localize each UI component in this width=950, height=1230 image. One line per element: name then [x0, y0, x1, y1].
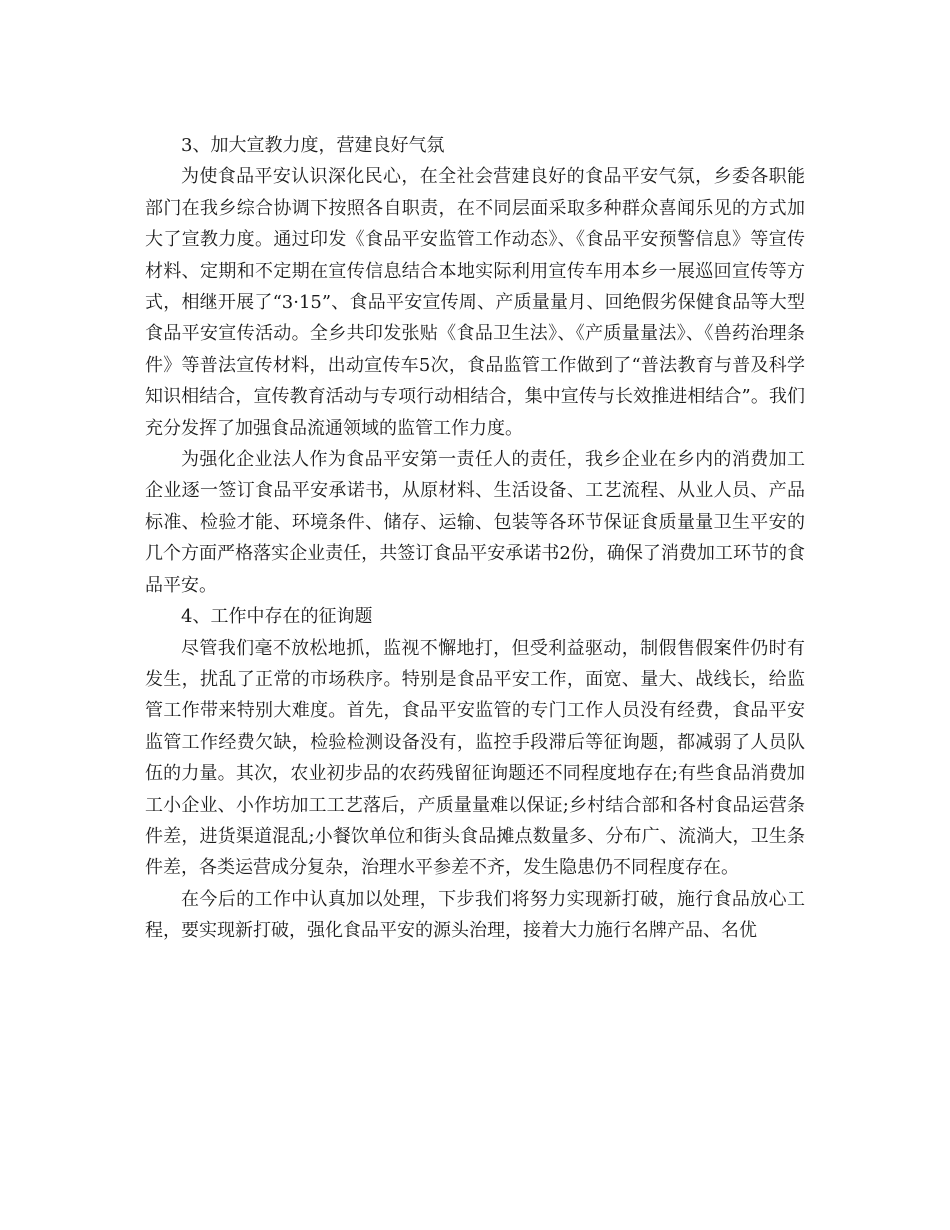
- paragraph-future-work: 在今后的工作中认真加以处理，下步我们将努力实现新打破，施行食品放心工程，要实现新打破，强化食品平安的源头治理，接着大力施行名牌产品、名优: [145, 888, 805, 942]
- paragraph-problems: 尽管我们毫不放松地抓，监视不懈地打，但受利益驱动，制假售假案件仍时有发生，扰乱了正常的市场秩序。特别是食品平安工作，面宽、量大、战线长，给监管工作带来特别大难度。首先，食品平安监管的专门工作人员没有经费，食品平安监管工作经费欠缺，检验检测设备没有，监控手段滞后等征询题，都减弱了人员队伍的力量。其次，农业初步品的农药残留征询题还不同程度地存在;有些食品消费加工小企业、小作坊加工工艺落后，产质量量难以保证;乡村结合部和各村食品运营条件差，进货渠道混乱;小餐饮单位和街头食品摊点数量多、分布广、流淌大，卫生条件差，各类运营成分复杂，治理水平参差不齐，发生隐患仍不同程度存在。: [145, 637, 805, 879]
- document-body: [145, 130, 805, 947]
- section-heading-4: 4、工作中存在的征询题: [181, 606, 373, 628]
- paragraph-publicity: 为使食品平安认识深化民心，在全社会营建良好的食品平安气氛，乡委各职能部门在我乡综合协调下按照各自职责，在不同层面采取多种群众喜闻乐见的方式加大了宣教力度。通过印发《食品平安监管工作动态》、《食品平安预警信息》等宣传材料、定期和不定期在宣传信息结合本地实际利用宣传车用本乡一展巡回宣传等方式，相继开展了“3·15”、食品平安宣传周、产质量量月、回绝假劣保健食品等大型食品平安宣传活动。全乡共印发张贴《食品卫生法》、《产质量量法》、《兽药治理条件》等普法宣传材料，出动宣传车5次，食品监管工作做到了“普法教育与普及科学知识相结合，宣传教育活动与专项行动相结合，集中宣传与长效推进相结合”。我们充分发挥了加强食品流通领域的监管工作力度。: [145, 166, 805, 439]
- section-heading-3: 3、加大宣教力度，营建良好气氛: [181, 135, 445, 156]
- paragraph-enterprise-responsibility: 为强化企业法人作为食品平安第一责任人的责任，我乡企业在乡内的消费加工企业逐一签订食品平安承诺书，从原材料、生活设备、工艺流程、从业人员、产品标准、检验才能、环境条件、储存、运输、包装等各环节保证食质量量卫生平安的几个方面严格落实企业责任，共签订食品平安承诺书2份，确保了消费加工环节的食品平安。: [145, 449, 805, 596]
